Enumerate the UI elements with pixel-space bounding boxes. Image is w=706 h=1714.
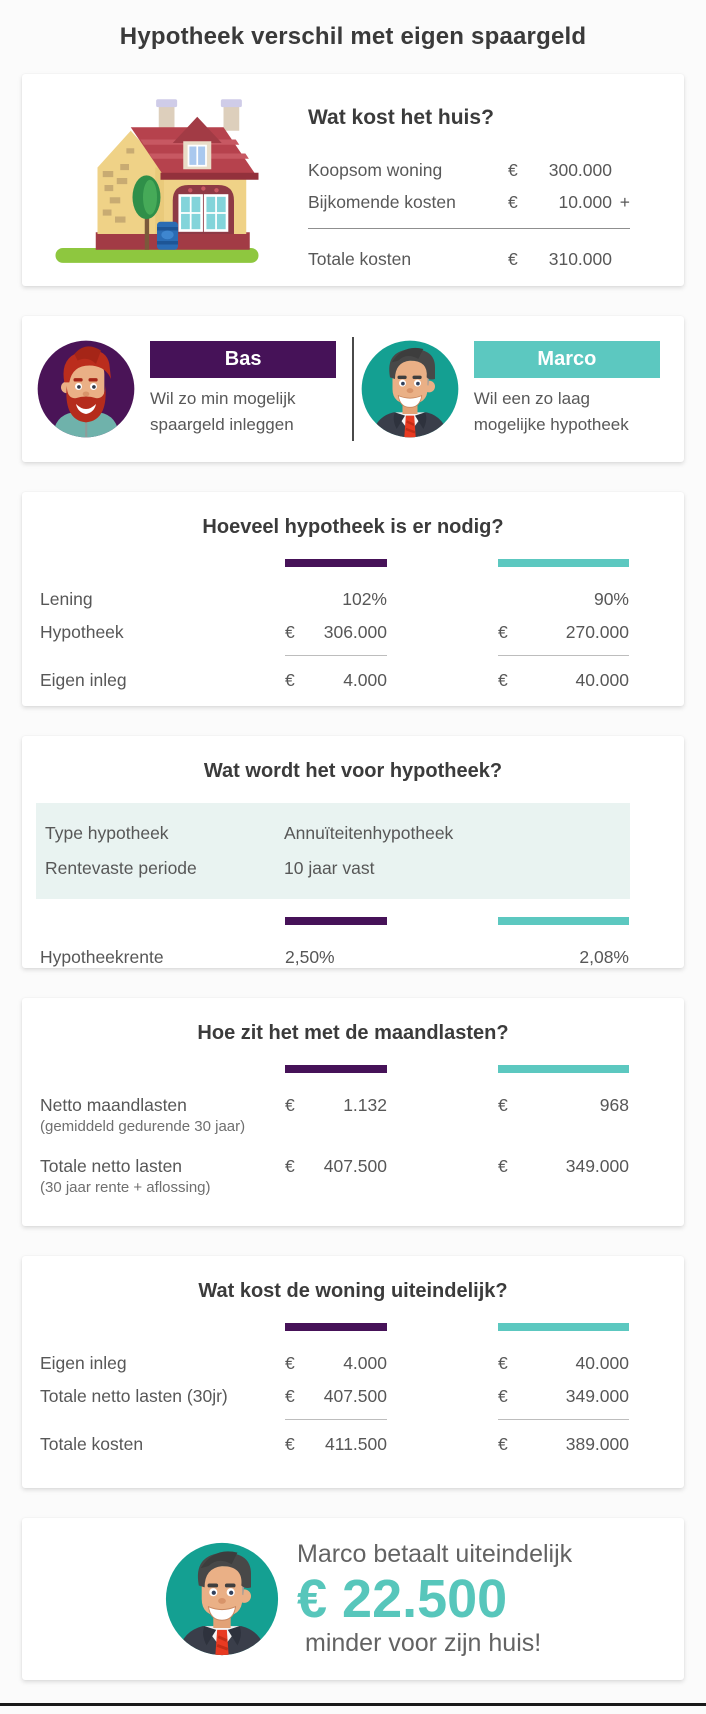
row-label: Totale kosten (308, 249, 412, 269)
row-label: Bijkomende kosten (308, 192, 456, 212)
bas-value: 4.000 (343, 1353, 387, 1373)
bas-value: 407.500 (323, 1386, 387, 1406)
row-netto-lasten-30jr (40, 1380, 629, 1413)
bas-color-bar (285, 1065, 387, 1073)
card-mortgage-needed (22, 492, 684, 706)
house-cost-row-bijkomend (308, 186, 630, 218)
euro-symbol: € (508, 192, 518, 212)
sum-divider (285, 1419, 387, 1420)
conclusion-amount: € 22.500 (297, 1568, 508, 1629)
row-label: Type hypotheek (45, 823, 169, 843)
mortgage-type-table (36, 803, 630, 899)
row-hypotheekrente (40, 941, 629, 974)
row-eigen-inleg (40, 664, 629, 697)
euro-symbol: € (508, 249, 518, 269)
legend-bars (40, 1323, 629, 1331)
euro-symbol: € (498, 1095, 508, 1115)
bas-value: 102% (342, 589, 387, 609)
sum-divider (285, 655, 387, 656)
bas-value: 411.500 (325, 1434, 387, 1454)
row-label: Eigen inleg (40, 670, 127, 690)
conclusion-line2: minder voor zijn huis! (305, 1629, 542, 1658)
row-totale-kosten (40, 1428, 629, 1461)
row-label: Hypotheekrente (40, 947, 164, 967)
row-lening (40, 583, 629, 616)
sum-divider (308, 228, 630, 229)
marco-color-bar (498, 1065, 629, 1073)
persons-divider (352, 337, 354, 441)
row-sublabel: (30 jaar rente + aflossing) (40, 1179, 211, 1196)
bas-color-bar (285, 917, 387, 925)
house-cost-heading: Wat kost het huis? (308, 106, 494, 129)
row-label: Lening (40, 589, 93, 609)
row-value: 300.000 (548, 160, 612, 180)
card-monthly-costs (22, 998, 684, 1226)
euro-symbol: € (508, 160, 518, 180)
house-illustration-icon (52, 94, 262, 269)
row-label: Netto maandlasten (40, 1095, 187, 1115)
marco-value: 2,08% (579, 947, 629, 967)
row-label: Hypotheek (40, 622, 124, 642)
conclusion-line1: Marco betaalt uiteindelijk (297, 1539, 573, 1568)
sum-divider (498, 655, 629, 656)
bas-avatar-icon (36, 339, 136, 439)
bas-value: 306.000 (323, 622, 387, 642)
section-heading: Wat kost de woning uiteindelijk? (198, 1280, 508, 1302)
sum-dividers (40, 649, 629, 664)
marco-value: 90% (593, 589, 629, 609)
section-heading: Hoeveel hypotheek is er nodig? (202, 516, 504, 538)
euro-symbol: € (285, 1095, 295, 1115)
euro-symbol: € (285, 622, 295, 642)
row-value: 10.000 (558, 192, 612, 212)
row-value: 10 jaar vast (284, 858, 375, 878)
row-sublabel: (gemiddeld gedurende 30 jaar) (40, 1118, 246, 1135)
marco-avatar-icon (164, 1541, 280, 1657)
bas-description: Wil zo min mogelijk spaargeld inleggen (150, 389, 296, 434)
marco-value: 389.000 (565, 1434, 629, 1454)
marco-description: Wil een zo laag mogelijke hypotheek (473, 389, 629, 434)
bas-color-bar (285, 1323, 387, 1331)
marco-value: 40.000 (575, 1353, 629, 1373)
legend-bars (40, 917, 629, 925)
person-bas (36, 339, 346, 439)
plus-sign: + (619, 192, 630, 212)
bas-value: 407.500 (323, 1156, 387, 1176)
euro-symbol: € (498, 670, 508, 690)
marco-color-bar (498, 1323, 629, 1331)
marco-avatar-icon (360, 339, 460, 439)
bas-value: 2,50% (285, 947, 335, 967)
euro-symbol: € (285, 1434, 295, 1454)
section-heading: Hoe zit het met de maandlasten? (197, 1022, 509, 1044)
euro-symbol: € (498, 1353, 508, 1373)
bas-value: 1.132 (343, 1095, 387, 1115)
legend-bars (40, 559, 629, 567)
sum-dividers (40, 1413, 629, 1428)
card-persons (22, 316, 684, 462)
person-marco (360, 339, 670, 439)
bottom-rule (0, 1703, 706, 1706)
house-cost-row-koopsom (308, 154, 630, 186)
marco-value: 349.000 (565, 1386, 629, 1406)
bas-color-bar (285, 559, 387, 567)
row-label: Totale netto lasten (40, 1156, 183, 1176)
bas-name-banner: Bas (150, 341, 336, 378)
legend-bars (40, 1065, 629, 1073)
row-eigen-inleg (40, 1347, 629, 1380)
table-row (45, 816, 630, 851)
row-label: Koopsom woning (308, 160, 443, 180)
row-label: Rentevaste periode (45, 858, 197, 878)
marco-value: 349.000 (565, 1156, 629, 1176)
marco-value: 968 (599, 1095, 629, 1115)
euro-symbol: € (498, 1434, 508, 1454)
card-mortgage-type (22, 736, 684, 968)
row-label: Totale netto lasten (30jr) (40, 1386, 228, 1406)
euro-symbol: € (498, 1156, 508, 1176)
section-heading: Wat wordt het voor hypotheek? (203, 760, 503, 782)
house-cost-total-row (308, 243, 630, 275)
euro-symbol: € (498, 1386, 508, 1406)
marco-value: 40.000 (575, 670, 629, 690)
sum-divider (498, 1419, 629, 1420)
euro-symbol: € (498, 622, 508, 642)
row-label: Totale kosten (40, 1434, 144, 1454)
row-value: 310.000 (548, 249, 612, 269)
marco-color-bar (498, 917, 629, 925)
card-house-cost (22, 74, 684, 286)
marco-value: 270.000 (565, 622, 629, 642)
table-row (45, 851, 630, 886)
row-hypotheek (40, 616, 629, 649)
card-final-cost (22, 1256, 684, 1488)
euro-symbol: € (285, 1353, 295, 1373)
euro-symbol: € (285, 1156, 295, 1176)
page-title: Hypotheek verschil met eigen spaargeld (119, 23, 587, 50)
marco-color-bar (498, 559, 629, 567)
euro-symbol: € (285, 670, 295, 690)
euro-symbol: € (285, 1386, 295, 1406)
bas-value: 4.000 (343, 670, 387, 690)
card-conclusion (22, 1518, 684, 1680)
row-value: Annuïteitenhypotheek (284, 823, 454, 843)
row-label: Eigen inleg (40, 1353, 127, 1373)
marco-name-banner: Marco (474, 341, 660, 378)
